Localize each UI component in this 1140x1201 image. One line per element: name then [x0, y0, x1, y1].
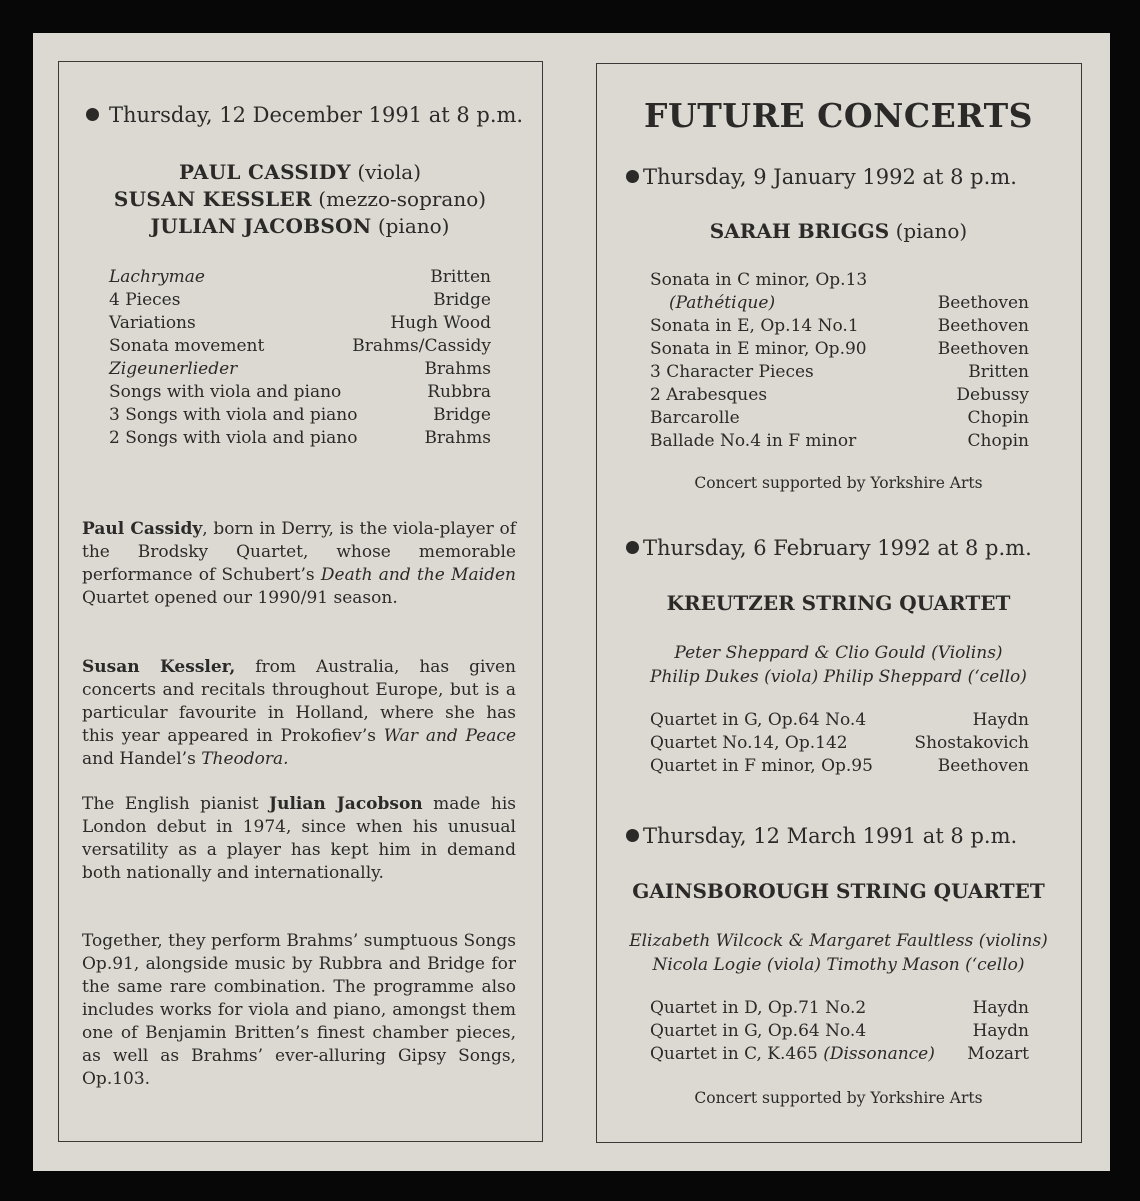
- performer: JULIAN JACOBSON (piano): [150, 214, 450, 238]
- performer: PAUL CASSIDY (viola): [178, 160, 422, 184]
- support-note: Concert supported by Yorkshire Arts: [694, 474, 983, 492]
- support-note: Concert supported by Yorkshire Arts: [694, 1089, 983, 1107]
- performer: GAINSBOROUGH STRING QUARTET: [632, 879, 1045, 903]
- concert-date: Thursday, 9 January 1992 at 8 p.m.: [626, 165, 1017, 189]
- bio-paul-cassidy: Paul Cassidy, born in Derry, is the viola-player of the Brodsky Quartet, whose memorable performance of Schubert’s Death and the Maiden Quartet opened our 1990/91 season.: [82, 519, 516, 608]
- ensemble-members: Peter Sheppard & Clio Gould (Violins) Philip Dukes (viola) Philip Sheppard (‘cello): [650, 643, 1027, 687]
- future-concerts-heading: FUTURE CONCERTS: [644, 96, 1033, 135]
- performer: KREUTZER STRING QUARTET: [666, 591, 1011, 615]
- bio-julian-jacobson: The English pianist Julian Jacobson made his London debut in 1974, since when his unusual versatility as a player has kept him in demand both nationally and internationally.: [82, 794, 516, 883]
- concert-date: Thursday, 12 December 1991 at 8 p.m.: [86, 103, 523, 127]
- concert-date: Thursday, 6 February 1992 at 8 p.m.: [626, 536, 1032, 560]
- bullet-icon: [86, 108, 99, 121]
- concert-date: Thursday, 12 March 1991 at 8 p.m.: [626, 824, 1017, 848]
- bullet-icon: [626, 541, 639, 554]
- performer: SUSAN KESSLER (mezzo-soprano): [113, 187, 487, 211]
- performer: SARAH BRIGGS (piano): [709, 219, 968, 243]
- programme-leaflet: [33, 33, 1110, 1171]
- performers-list: [59, 159, 541, 240]
- bio-susan-kessler: Susan Kessler, from Australia, has given concerts and recitals throughout Europe, but is a particular favourite in Holland, where she has this year appeared in Prokofiev’s War and Peace and Handel’s Theodora.: [82, 657, 517, 769]
- ensemble-members: Elizabeth Wilcock & Margaret Faultless (violins) Nicola Logie (viola) Timothy Mason (‘cello): [629, 931, 1048, 975]
- future-concerts-panel: FUTURE CONCERTS Thursday, 9 January 1992 at 8 p.m. SARAH BRIGGS (piano) Sonata in C minor, Op.13 (Pathétique) Beethoven Sonata in E, Op.14 No.1 Beethoven Sonata in E minor, Op.90 Beethoven 3 Character Pieces Britten 2 Arabesques Debussy Barcarolle Chopin Ballade No.4 in F minor Chopin Concert supported by Yorkshire Arts Thursday, 6 February 1992 at 8 p.m. KREUTZER STRING QUARTET Peter Sheppard & Clio Gould (Violins) Philip Dukes (viola) Philip Sheppard (‘cello) Quartet in G, Op.64 No.4 Haydn Quartet No.14, Op.142 Shostakovich Quartet in F minor, Op.95 Beethoven Thursday, 12 March 1991 at 8 p.m. GAINSBOROUGH STRING QUARTET Elizabeth Wilcock & Margaret Faultless (violins) Nicola Logie (viola) Timothy Mason (‘cello) Quartet in D, Op.71 No.2 Haydn Quartet in G, Op.64 No.4 Haydn Quartet in C, K.465 (Dissonance) Mozart Concert supported by Yorkshire Arts: [596, 63, 1082, 1143]
- concert-panel-december: Thursday, 12 December 1991 at 8 p.m. PAUL CASSIDY (viola) SUSAN KESSLER (mezzo-soprano) JULIAN JACOBSON (piano) Lachrymae Britten 4 Pieces Bridge Variations Hugh Wood Sonata movement Brahms/Cassidy Zigeunerlieder Brahms Songs with viola and piano Rubbra 3 Songs with viola and piano Bridge 2 Songs with viola and piano Brahms Paul Cassidy, born in Derry, is the viola-player of the Brodsky Quartet, whose memorable performance of Schubert’s Death and the Maiden Quartet opened our 1990/91 season. Susan Kessler, from Australia, has given concerts and recitals throughout Europe, but is a particular favourite in Holland, where she has this year appeared in Prokofiev’s War and Peace and Handel’s Theodora. The English pianist Julian Jacobson made his London debut in 1974, since when his unusual versatility as a player has kept him in demand both nationally and internationally. Together, they perform Brahms’ sumptuous Songs Op.91, alongside music by Rubbra and Bridge for the same rare combination. The programme also includes works for viola and piano, amongst them one of Benjamin Britten’s finest chamber pieces, as well as Brahms’ ever-alluring Gipsy Songs, Op.103.: [58, 61, 543, 1142]
- bio-together: Together, they perform Brahms’ sumptuous Songs Op.91, alongside music by Rubbra and Bridge for the same rare combination. The programme also includes works for viola and piano, amongst them one of Benjamin Britten’s finest chamber pieces, as well as Brahms’ ever-alluring Gipsy Songs, Op.103.: [82, 931, 516, 1089]
- bullet-icon: [626, 829, 639, 842]
- bullet-icon: [626, 170, 639, 183]
